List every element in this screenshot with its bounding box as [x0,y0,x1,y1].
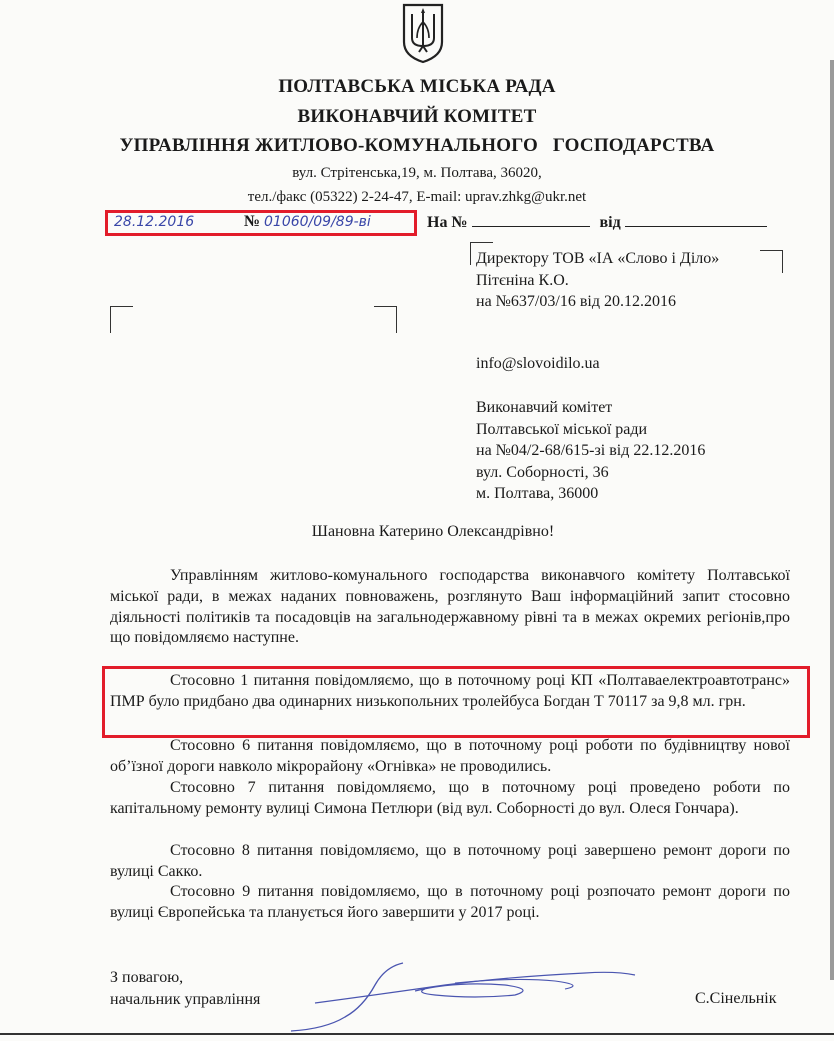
paragraph-question-9: Стосовно 9 питання повідомляємо, що в поточному році розпочато ремонт дороги по вулиці Європейська та планується його завершити у 2017 році. [110,883,790,921]
org-address: вул. Стрітенська,19, м. Полтава, 36020, [292,165,542,181]
paragraph-question-1: Стосовно 1 питання повідомляємо, що в поточному році КП «Полтаваелектроавтотранс» ПМР було придбано два одинарних низькопольних тролейбуса Богдан Т 70117 за 9,8 мл. грн. [110,672,790,710]
copy-line-street: вул. Соборності, 36 [476,463,609,481]
registration-number-label: № [244,213,261,230]
closing-position: начальник управління [110,990,261,1008]
copy-line-council: Полтавської міської ради [476,420,648,438]
reference-line [427,212,767,232]
org-name-committee: ВИКОНАВЧИЙ КОМІТЕТ [297,106,537,127]
scan-edge-bottom [0,1033,834,1035]
recipient-email: info@slovoidilo.ua [476,355,600,372]
paragraph-question-6: Стосовно 6 питання повідомляємо, що в поточному році роботи по будівництву нової об’їзної дороги навколо мікрорайону «Огнівка» не проводились. [110,737,790,775]
registration-number: 01060/09/89-ві [264,214,371,230]
reference-date-label: від [599,214,621,231]
salutation: Шановна Катерино Олександрівно! [311,523,555,540]
org-name-council: ПОЛТАВСЬКА МІСЬКА РАДА [278,76,556,97]
paragraph-intro: Управлінням житлово-комунального господарства виконавчого комітету Полтавської міської ради, в межах наданих повноважень, розглянуто Ваш інформаційний запит стосовно діяльності політиків та посадовців на загальнодержавному рівні та в межах окремих регіонів,про що повідомляємо наступне. [110,567,790,647]
address-field-corner-right [374,306,397,333]
highlight-box-question-1 [102,666,810,738]
reference-number-blank [472,212,590,227]
org-contacts: тел./факс (05322) 2-24-47, E-mail: uprav.zhkg@ukr.net [247,189,587,205]
reference-number-label: На № [427,214,468,231]
highlight-box-registration [105,210,417,236]
address-field-corner-left [110,306,133,333]
recipient-line-director: Директору ТОВ «ІА «Слово і Діло» [476,250,720,267]
copy-recipient-block [476,397,705,505]
reference-date-blank [625,212,767,227]
copy-line-committee: Виконавчий комітет [476,399,613,416]
paragraph-question-8: Стосовно 8 питання повідомляємо, що в поточному році завершено ремонт дороги по вулиці Сакко. [110,842,790,880]
paragraph-question-7: Стосовно 7 питання повідомляємо, що в поточному році проведено роботи по капітальному ремонту вулиці Симона Петлюри (від вул. Соборності до вул. Олеся Гончара). [110,779,790,817]
copy-line-city: м. Полтава, 36000 [476,485,599,502]
org-name-department: УПРАВЛІННЯ ЖИТЛОВО-КОМУНАЛЬНОГО ГОСПОДАРСТВА [119,135,715,156]
recipient-block [476,248,719,313]
recipient-line-reference: на №637/03/16 від 20.12.2016 [476,293,676,310]
scan-edge-right [830,60,834,980]
copy-line-reference: на №04/2-68/615-зі від 22.12.2016 [476,442,706,459]
coat-of-arms-emblem [401,2,445,64]
recipient-corner-right [760,250,783,273]
recipient-line-name: Пітєніна К.О. [476,271,569,289]
closing-block [110,967,260,1010]
closing-regards: З повагою, [110,969,184,986]
handwritten-signature [285,955,645,1035]
signatory-name: С.Сінельнік [695,990,777,1007]
registration-date: 28.12.2016 [114,214,195,230]
